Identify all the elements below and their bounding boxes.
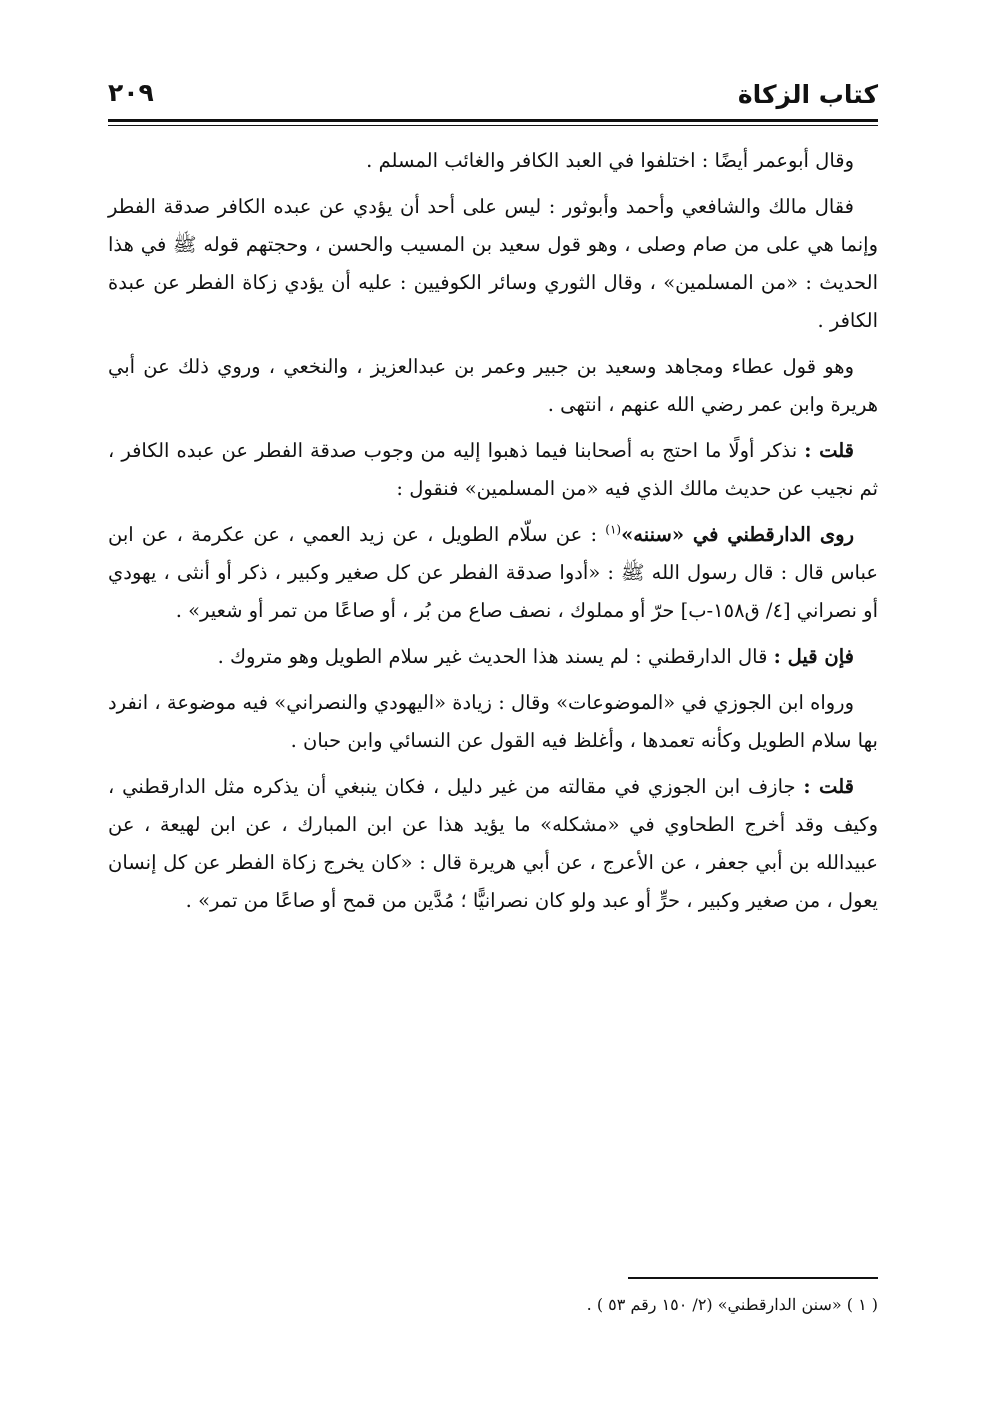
main-text [108,142,878,928]
paragraph-5 [108,516,878,630]
paragraph-6 [108,638,878,676]
paragraph-lead: روى الدارقطني في «سننه» [621,523,855,546]
paragraph-text: ورواه ابن الجوزي في «الموضوعات» وقال : زيادة «اليهودي والنصراني» فيه موضوعة ، انفرد بها سلام الطويل وكأنه تعمدها ، وأغلظ فيه القول عن النسائي وابن حبان . [108,691,878,752]
page-header [108,76,878,116]
paragraph-text: وهو قول عطاء ومجاهد وسعيد بن جبير وعمر بن عبدالعزيز ، والنخعي ، وروي ذلك عن أبي هريرة وابن عمر رضي الله عنهم ، انتهى . [108,355,878,416]
header-rule-thick [108,119,878,122]
paragraph-lead: قلت : [804,439,854,462]
header-rule-thin [108,125,878,126]
paragraph-text: نذكر أولًا ما احتج به أصحابنا فيما ذهبوا إليه من وجوب صدقة الفطر عن عبده الكافر ، ثم نجيب عن حديث مالك الذي فيه «من المسلمين» فنقول : [108,439,878,500]
paragraph-3 [108,348,878,424]
footnote: ( ١ ) «سنن الدارقطني» (٢/ ١٥٠ رقم ٥٣ ) . [586,1295,878,1314]
paragraph-text: جازف ابن الجوزي في مقالته من غير دليل ، فكان ينبغي أن يذكره مثل الدارقطني ، وكيف وقد أخرج الطحاوي في «مشكله» ما يؤيد هذا عن ابن المبارك ، عن ابن لهيعة ، عن عبيدالله بن أبي جعفر ، عن الأعرج ، عن أبي هريرة قال : «كان يخرج زكاة الفطر عن كل إنسان يعول ، من صغير وكبير ، حرٍّ أو عبد ولو كان نصرانيًّا ؛ مُدَّين من قمح أو صاعًا من تمر» . [108,775,878,912]
paragraph-8 [108,768,878,920]
running-title: كتاب الزكاة [737,80,878,109]
paragraph-lead: فإن قيل : [773,645,854,668]
paragraph-text: فقال مالك والشافعي وأحمد وأبوثور : ليس على أحد أن يؤدي عن عبده الكافر صدقة الفطر وإنما هي على من صام وصلى ، وهو قول سعيد بن المسيب والحسن ، وحجتهم قوله ﷺ في هذا الحديث : «من المسلمين» ، وقال الثوري وسائر الكوفيين : عليه أن يؤدي زكاة الفطر عن عبدة الكافر . [108,195,878,332]
paragraph-text: : عن سلّام الطويل ، عن زيد العمي ، عن عكرمة ، عن ابن عباس قال : قال رسول الله ﷺ : «أدوا صدقة الفطر عن كل صغير وكبير ، ذكر أو أنثى ، يهودي أو نصراني [٤/ ق١٥٨-ب] حرّ أو مملوك ، نصف صاع من بُر ، أو صاعًا من تمر أو شعير» . [108,523,878,622]
paragraph-1 [108,142,878,180]
paragraph-2 [108,188,878,340]
paragraph-lead: قلت : [803,775,854,798]
paragraph-4 [108,432,878,508]
page-number: ٢٠٩ [108,78,154,107]
paragraph-text: قال الدارقطني : لم يسند هذا الحديث غير سلام الطويل وهو متروك . [217,645,774,668]
paragraph-7 [108,684,878,760]
footnote-marker: (١) [605,522,622,537]
footnote-rule [628,1277,878,1279]
paragraph-text: وقال أبوعمر أيضًا : اختلفوا في العبد الكافر والغائب المسلم . [366,149,854,172]
